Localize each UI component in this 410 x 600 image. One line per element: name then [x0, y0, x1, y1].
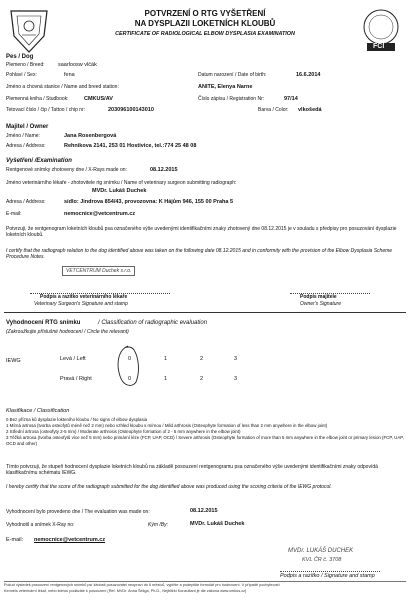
vet-label: Jméno veterinárního lékaře - zhotovitele rtg snímku / Name of veterinary surgeon submitting radiograph:: [6, 180, 237, 186]
vet-signature-label-en: Veterinary Surgeon's Signature and stamp: [34, 301, 128, 307]
evaluator-value: MVDr. Lukáš Duchek: [190, 521, 245, 527]
tattoo-value: 203096100143010: [108, 107, 154, 113]
cmku-logo: [8, 8, 50, 54]
name-label: Jméno a chovná stanice / Name and breed station:: [6, 84, 119, 90]
studbook-value: CMKUS/AV: [84, 96, 113, 102]
studbook-label: Plemenná kniha / Studbook:: [6, 96, 69, 102]
sex-value: fena: [64, 72, 75, 78]
classification-heading: Klasifikace / Classification: [6, 408, 70, 414]
classification-line-0: 0 Bez přízna ků dysplazie lokteního kloubu / No signs of elbow dysplasia: [6, 417, 148, 422]
evaluator-stamp-name: MVDr. LUKÁŠ DUCHEK: [288, 548, 354, 554]
iewg-label: IEWG: [6, 358, 21, 364]
divider-2: [4, 581, 406, 582]
classification-line-2: 2 Střední artrosa (osteofyty 2-5 mm) / Moderate arthrosis (Osteophyte formation of 2 - 5 mm anywhere in the elbow joint): [6, 429, 241, 434]
left-grade-2[interactable]: 2: [200, 356, 204, 362]
classification-line-1: 1 Mírná artrosa (tvorba osteofytů méně než 2 mm) nebo vzhled kloubu s mírnou / Mild arthrosis (Osteophyte formation of less than 2 mm anywhere in the elbow joint): [6, 423, 328, 428]
owner-name-label: Jméno / Name:: [6, 133, 40, 139]
exam-email-label: E-mail:: [6, 211, 22, 217]
evaluation-date-label: Vyhodnocení bylo provedeno dne / The evaluation was made on:: [6, 509, 150, 515]
owner-address-value: Rehnikova 2141, 253 01 Hostivice, tel.:774 25 48 08: [64, 143, 197, 149]
evaluator-signature-line: [280, 571, 380, 572]
title-line-1: POTVRZENÍ O RTG VYŠETŘENÍ: [144, 9, 266, 18]
vet-signature-label: Podpis a razítko veterinárního lékaře: [40, 294, 128, 300]
exam-statement-cz: Potvrzuji, že rentgenogram loketních kloubů psa označeného výše uvedenými identifikačními znaky zhotovený dne 08.12.2015 je v souladu s předpisy pro posuzování dysplazie loketních kloubů.: [6, 226, 397, 238]
exam-section-heading: Vyšetření /Examination: [6, 158, 72, 164]
dog-section-heading: Pes / Dog: [6, 54, 34, 60]
evaluated-by-label: Vyhodnotil a snímek X-Ray no:: [6, 522, 75, 528]
fci-label: FCI: [373, 43, 385, 50]
footer-line-1: Pokud výsledek posouzení rentgenových snímků psí žádosti posuzovatel neopraví do 6 měsíců, vyplňte a podepište formulář pro hodnocení. V případě pochybností: [4, 583, 280, 587]
evaluation-heading-en: / Classification of radiographic evaluation: [98, 320, 208, 326]
footer-line-2: Kennels veterinární lékař, nebo kterou podáváte k posouzení (Ref. MVDr. Anna Šeliga, Ph.D., Nejbližší Konzultant je dle zákona www.cmkus.cz): [4, 589, 247, 593]
name-value: ANITE, Elenya Narne: [198, 84, 253, 90]
xray-date-label: Rentgenové snímky zhotoveny dne / X-Rays made on:: [6, 167, 127, 173]
classification-statement-cz: Tímto potvrzuji, že stupeň hodnocení dysplazie loketních kloubů na základě posouzení rentgenogramu psa označeného výše uvedenými identifikačními znaky odpovídá klasifikačnímu schématu IEWG.: [6, 464, 378, 476]
exam-address-label: Adresa / Address:: [6, 199, 46, 205]
right-grade-1[interactable]: 1: [164, 376, 168, 382]
sex-label: Pohlaví / Sex:: [6, 72, 37, 78]
tattoo-label: Tetovací číslo / čip / Tattoo / chip nr:: [6, 107, 86, 113]
registration-value: 97/14: [284, 96, 298, 102]
owner-name-value: Jana Rosenbergová: [64, 133, 117, 139]
owner-signature-label-en: Owner's Signature: [300, 301, 341, 307]
right-label: Pravá / Right: [60, 376, 92, 382]
final-email-value: nemocnice@vetcentrum.cz: [34, 537, 106, 543]
color-value: vlkošedá: [298, 107, 322, 113]
evaluator-stamp-number: KVL ČR č. 3708: [302, 557, 342, 563]
evaluation-heading: Vyhodnocení RTG snímku: [6, 320, 81, 326]
xray-date-value: 08.12.2015: [150, 167, 178, 173]
right-grade-0[interactable]: 0: [128, 376, 132, 382]
exam-email-value: nemocnice@vetcentrum.cz: [64, 211, 136, 217]
title-subtitle: CERTIFICATE OF RADIOLOGICAL ELBOW DYSPLASIA EXAMINATION: [115, 31, 295, 37]
breed-label: Plemeno / Breed:: [6, 62, 45, 68]
dob-label: Datum narození / Date of birth:: [198, 72, 267, 78]
right-grade-3[interactable]: 3: [234, 376, 238, 382]
owner-signature-label: Podpis majitele: [300, 294, 337, 300]
evaluation-date-value: 08.12.2015: [190, 508, 218, 514]
classification-statement-en: I hereby certify that the score of the radiograph submitted for the dog identified above was produced using the scoring criteria of the IEWG protocol.: [6, 484, 332, 490]
evaluator-signature-label: Podpis a razítko / Signature and stamp: [280, 573, 375, 579]
dob-value: 16.6.2014: [296, 72, 321, 78]
registration-label: Číslo zápisu / Registration Nr:: [198, 96, 265, 102]
classification-line-3: 3 Těžká artrosa (tvorba osteofytů více než 5 mm) nebo primární léze (FCP, UAP, OCD) / Severe arthrosis (Osteophyte formation of more than 5 mm anywhere in the elbow joint or primary lesion (FCP, UAP, OCD and other): [6, 435, 404, 446]
divider-1: [4, 312, 406, 313]
right-grade-2[interactable]: 2: [200, 376, 204, 382]
owner-address-label: Adresa / Address:: [6, 143, 46, 149]
exam-address-value: sídlo: Jindrova 854/43, provozovna: K Hájům 946, 155 00 Praha 5: [64, 199, 234, 205]
final-email-label: E-mail:: [6, 537, 24, 543]
grade-selection-circle: [112, 344, 142, 390]
evaluator-label: Kým /By:: [148, 522, 169, 528]
evaluation-note: (Zakroužkujte příslušné hodnocení / Circle the relevant): [6, 329, 129, 335]
left-grade-1[interactable]: 1: [164, 356, 168, 362]
left-grade-0[interactable]: 0: [128, 356, 132, 362]
left-grade-3[interactable]: 3: [234, 356, 238, 362]
color-label: Barva / Color:: [258, 107, 289, 113]
owner-section-heading: Majitel / Owner: [6, 124, 49, 130]
fci-logo: [360, 7, 402, 53]
vet-stamp: VETCENTRUM Duchek s.r.o.: [62, 266, 135, 276]
title-line-2: NA DYSPLAZII LOKETNÍCH KLOUBŮ: [134, 19, 276, 28]
left-label: Levá / Left: [60, 356, 86, 362]
vet-value: MVDr. Lukáš Duchek: [92, 188, 147, 194]
exam-statement-en: I certify that the radiograph relation to the dog identified above was taken on the following date 08.12.2015 and in conformity with the provision of the Elbow Dysplasia Scheme Procedure Notes.: [6, 248, 393, 260]
breed-value: saarloosw vlčák: [58, 62, 97, 68]
